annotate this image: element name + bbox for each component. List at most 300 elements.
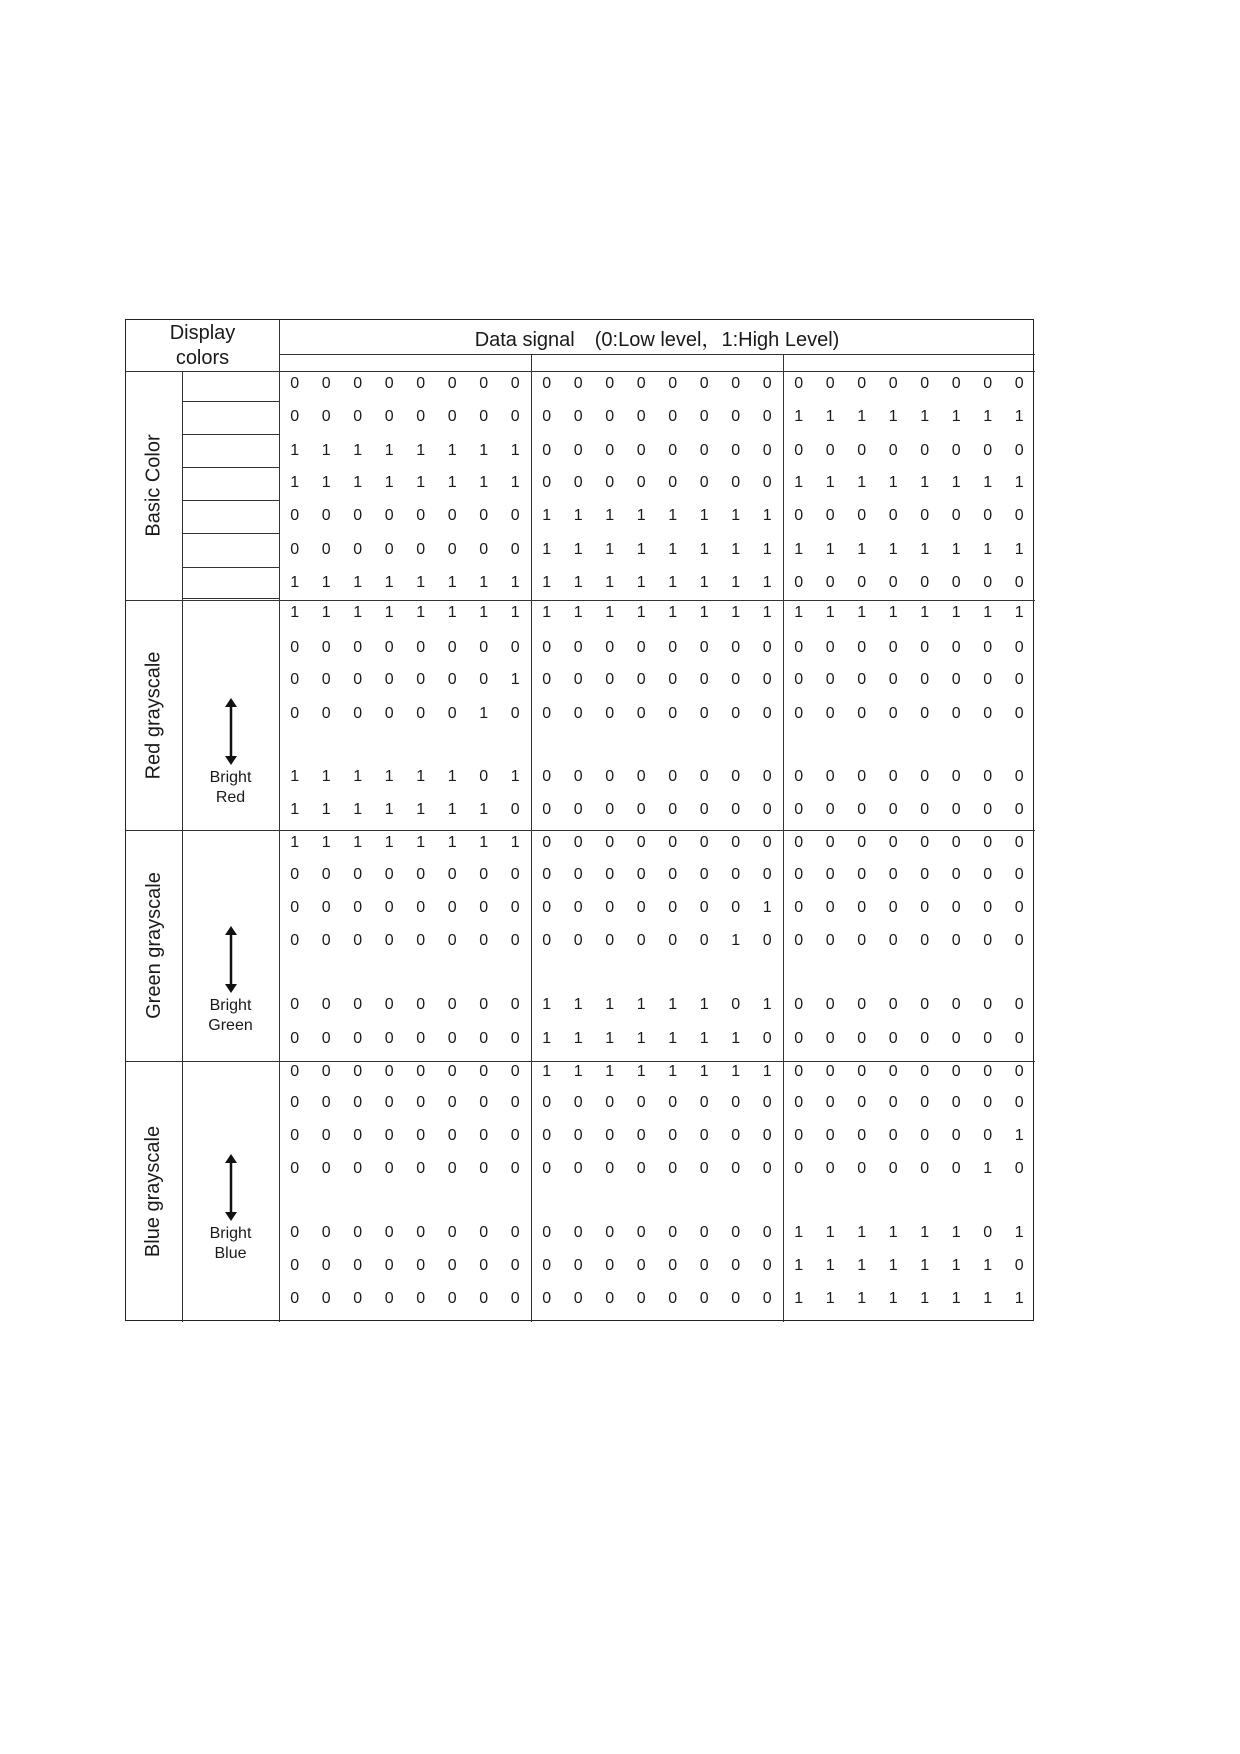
bit-value: 1 [290,768,300,785]
bit-value: 1 [510,768,520,785]
bit-value: 0 [825,574,835,591]
bit-value: 0 [479,768,489,785]
bit-value: 0 [510,1094,520,1111]
group-label: Red grayscale [142,651,165,779]
bit-value: 0 [731,1160,741,1177]
bit-value: 0 [384,375,394,392]
data-signal-header [279,320,1035,354]
bit-value: 1 [416,768,426,785]
bit-value: 0 [605,1127,615,1144]
bit-value: 0 [447,375,457,392]
bit-value: 0 [1014,639,1024,656]
data-signal-title: Data signal (0:Low level，1:High Level) [474,328,840,351]
bit-value: 0 [920,801,930,818]
bit-value: 0 [951,932,961,949]
bit-value: 0 [731,801,741,818]
bit-value: 0 [290,639,300,656]
bit-value: 0 [542,1160,552,1177]
bit-value: 1 [920,408,930,425]
bit-value: 0 [384,639,394,656]
bit-value: 0 [321,1290,331,1307]
bit-value: 1 [353,442,363,459]
bit-column-label [720,354,752,371]
bit-value: 0 [920,1030,930,1047]
bit-value: 0 [794,801,804,818]
bit-column-label [531,354,563,371]
bit-value: 1 [384,574,394,591]
bit-value: 0 [321,507,331,524]
ellipsis [909,1189,941,1213]
group-label-cell [126,371,182,600]
bit-value: 0 [290,1290,300,1307]
bit-value: 1 [605,507,615,524]
bit-value: 0 [447,1160,457,1177]
bit-value: 0 [321,932,331,949]
bit-value: 0 [447,899,457,916]
bit-value: 0 [510,1127,520,1144]
bit-value: 0 [794,834,804,851]
bit-value: 0 [668,639,678,656]
bit-value: 1 [542,1063,552,1080]
bit-value: 1 [825,1224,835,1241]
bright-label-line1: Bright [209,1225,252,1242]
bit-value: 0 [794,1094,804,1111]
bit-value: 0 [290,1030,300,1047]
bit-value: 0 [542,705,552,722]
color-name [182,598,279,600]
bit-value: 0 [416,705,426,722]
group-label: Basic Color [142,434,165,537]
bit-value: 0 [983,1127,993,1144]
bit-value: 0 [636,442,646,459]
bit-value: 0 [762,1030,772,1047]
bit-column-label [374,354,406,371]
bit-value: 0 [794,574,804,591]
bit-value: 1 [983,408,993,425]
bit-value: 1 [951,1224,961,1241]
bit-value: 0 [384,671,394,688]
bit-value: 0 [794,768,804,785]
bit-value: 0 [699,1127,709,1144]
color-name [182,467,279,500]
bit-value: 0 [699,705,709,722]
bit-column-label [815,354,847,371]
group-label-cell [126,830,182,1061]
bright-label [182,995,279,1037]
bit-value: 0 [384,1127,394,1144]
bit-value: 0 [447,1094,457,1111]
bit-value: 0 [447,705,457,722]
bit-value: 0 [605,671,615,688]
bit-value: 0 [479,1063,489,1080]
bit-value: 0 [888,899,898,916]
bit-value: 0 [353,639,363,656]
bit-value: 1 [762,507,772,524]
bit-value: 0 [479,408,489,425]
bright-label [182,1223,279,1265]
bit-value: 0 [290,375,300,392]
bit-column-label [783,354,815,371]
bit-value: 0 [290,1160,300,1177]
bit-value: 0 [825,801,835,818]
bit-value: 0 [353,932,363,949]
bit-value: 0 [668,834,678,851]
bit-value: 1 [542,574,552,591]
bit-value: 1 [447,442,457,459]
bit-value: 0 [699,474,709,491]
bit-value: 0 [542,899,552,916]
bit-value: 1 [479,801,489,818]
bit-value: 0 [416,866,426,883]
bit-value: 0 [321,639,331,656]
bit-value: 0 [321,866,331,883]
bit-value: 0 [951,1063,961,1080]
bit-value: 0 [447,408,457,425]
bit-value: 1 [321,604,331,621]
bit-value: 1 [857,474,867,491]
bit-value: 0 [353,1224,363,1241]
bit-value: 1 [416,604,426,621]
bit-value: 1 [825,1257,835,1274]
bit-value: 0 [510,866,520,883]
bit-value: 0 [888,834,898,851]
bit-value: 1 [479,604,489,621]
bit-value: 0 [573,408,583,425]
bit-value: 0 [384,866,394,883]
bit-value: 1 [605,1063,615,1080]
bit-value: 0 [447,1127,457,1144]
bit-value: 0 [290,1257,300,1274]
bit-value: 0 [510,1290,520,1307]
bit-value: 0 [794,1030,804,1047]
bit-value: 0 [951,1030,961,1047]
bit-value: 0 [731,1290,741,1307]
bit-value: 1 [699,996,709,1013]
bit-value: 0 [290,1224,300,1241]
bit-value: 0 [668,408,678,425]
bit-value: 0 [983,866,993,883]
bit-value: 0 [762,474,772,491]
bit-value: 0 [668,442,678,459]
bit-value: 0 [447,1030,457,1047]
bit-value: 0 [762,932,772,949]
bit-value: 0 [542,801,552,818]
bit-value: 0 [794,442,804,459]
bit-value: 0 [857,1094,867,1111]
bit-value: 0 [479,671,489,688]
bit-value: 0 [668,671,678,688]
bit-value: 0 [951,574,961,591]
bit-value: 0 [983,639,993,656]
bit-value: 1 [794,541,804,558]
bit-value: 0 [951,1127,961,1144]
bit-value: 0 [542,932,552,949]
bit-value: 0 [636,474,646,491]
bright-label-line2: Red [215,789,246,806]
bit-value: 1 [636,507,646,524]
bit-value: 0 [951,375,961,392]
bit-value: 0 [321,1063,331,1080]
bit-value: 0 [636,866,646,883]
bit-value: 1 [888,408,898,425]
bit-value: 0 [888,1160,898,1177]
bit-column-label [594,354,626,371]
bit-value: 0 [668,899,678,916]
bit-value: 0 [416,996,426,1013]
bit-value: 1 [857,1290,867,1307]
bit-value: 0 [825,1160,835,1177]
bit-value: 0 [605,705,615,722]
bit-value: 1 [605,996,615,1013]
bit-value: 0 [321,1030,331,1047]
bit-value: 0 [699,1094,709,1111]
bit-value: 0 [636,1257,646,1274]
bit-value: 0 [857,899,867,916]
bit-value: 0 [542,375,552,392]
bit-value: 0 [1014,1094,1024,1111]
bit-value: 0 [920,507,930,524]
bit-value: 0 [416,899,426,916]
bit-value: 1 [416,801,426,818]
bit-value: 0 [920,1160,930,1177]
bright-label [182,767,279,809]
bit-value: 1 [1014,1290,1024,1307]
bit-value: 1 [542,507,552,524]
bit-value: 0 [384,1094,394,1111]
bit-value: 0 [1014,705,1024,722]
bit-value: 0 [573,834,583,851]
bit-value: 0 [920,639,930,656]
bit-value: 0 [510,408,520,425]
black-label [182,863,279,887]
bit-value: 1 [825,541,835,558]
bit-value: 1 [699,1030,709,1047]
bit-value: 0 [384,1257,394,1274]
bit-value: 0 [416,541,426,558]
bit-value: 0 [857,1030,867,1047]
bit-value: 1 [825,604,835,621]
bit-value: 1 [479,705,489,722]
bit-value: 0 [857,1127,867,1144]
bit-value: 0 [888,866,898,883]
bit-value: 0 [636,639,646,656]
color-name [182,567,279,599]
bit-value: 0 [857,1063,867,1080]
bit-value: 0 [1014,375,1024,392]
bit-value: 0 [636,408,646,425]
bit-value: 1 [321,834,331,851]
bit-value: 0 [731,768,741,785]
bit-value: 1 [353,604,363,621]
bit-column-label [279,354,311,371]
bit-value: 1 [573,604,583,621]
bit-value: 0 [825,1127,835,1144]
bit-value: 0 [983,1030,993,1047]
bit-value: 0 [384,996,394,1013]
bit-value: 0 [983,1063,993,1080]
bit-value: 0 [920,705,930,722]
ellipsis [909,734,941,758]
up-down-arrow-icon [221,1154,241,1221]
bit-value: 0 [794,705,804,722]
bit-value: 0 [731,899,741,916]
bit-value: 0 [479,1094,489,1111]
bit-value: 1 [1014,1224,1024,1241]
bit-value: 0 [542,408,552,425]
bit-value: 1 [920,1224,930,1241]
bit-value: 1 [384,604,394,621]
display-colors-header [126,320,279,371]
display-header-line2: colors [175,346,230,369]
bit-value: 0 [416,671,426,688]
bit-value: 0 [762,442,772,459]
bit-value: 0 [951,1094,961,1111]
bit-value: 0 [542,768,552,785]
bit-value: 0 [290,671,300,688]
bit-value: 1 [668,604,678,621]
bit-value: 0 [1014,899,1024,916]
bit-value: 0 [416,1063,426,1080]
bit-value: 0 [479,541,489,558]
bit-value: 0 [699,1224,709,1241]
bit-value: 0 [1014,932,1024,949]
bit-value: 0 [762,1290,772,1307]
bit-value: 1 [983,604,993,621]
bit-value: 0 [353,1257,363,1274]
bit-value: 0 [416,1160,426,1177]
bit-value: 0 [1014,574,1024,591]
bit-value: 1 [668,507,678,524]
bit-value: 0 [699,899,709,916]
bit-value: 0 [290,899,300,916]
bit-value: 0 [983,705,993,722]
color-name [182,533,279,567]
bit-value: 0 [825,866,835,883]
bit-value: 0 [762,1257,772,1274]
bit-value: 0 [888,375,898,392]
bit-value: 0 [353,996,363,1013]
bit-column-label [437,354,469,371]
bit-value: 0 [573,768,583,785]
bit-value: 0 [605,1094,615,1111]
bit-value: 1 [983,1160,993,1177]
bit-value: 0 [290,1094,300,1111]
bit-value: 0 [825,768,835,785]
bit-value: 0 [951,442,961,459]
bit-value: 0 [857,574,867,591]
bit-value: 1 [794,1290,804,1307]
bit-value: 0 [951,507,961,524]
bit-value: 0 [510,1224,520,1241]
bit-value: 0 [573,639,583,656]
bit-value: 0 [573,375,583,392]
bit-value: 0 [857,442,867,459]
bit-value: 0 [699,1257,709,1274]
bit-value: 0 [857,834,867,851]
bit-value: 0 [447,1257,457,1274]
bit-value: 0 [920,375,930,392]
bit-value: 1 [825,1290,835,1307]
bit-value: 0 [353,866,363,883]
bit-value: 1 [510,604,520,621]
bit-value: 0 [573,1224,583,1241]
bit-value: 1 [888,474,898,491]
bit-value: 0 [573,442,583,459]
bit-value: 0 [636,705,646,722]
ellipsis [657,734,689,758]
bit-value: 1 [731,1030,741,1047]
bit-value: 0 [447,1224,457,1241]
bit-value: 1 [384,801,394,818]
bit-value: 1 [699,1063,709,1080]
bit-value: 0 [479,639,489,656]
bit-value: 1 [794,408,804,425]
bit-value: 1 [573,507,583,524]
bit-value: 1 [353,801,363,818]
bit-value: 0 [825,671,835,688]
bit-value: 1 [762,604,772,621]
bit-value: 0 [605,1257,615,1274]
bit-value: 1 [951,604,961,621]
bit-value: 1 [573,1063,583,1080]
bit-value: 0 [542,866,552,883]
bit-value: 0 [479,996,489,1013]
bit-value: 0 [384,705,394,722]
bit-value: 1 [479,574,489,591]
bit-value: 1 [825,474,835,491]
bit-value: 0 [731,1094,741,1111]
bit-value: 0 [510,996,520,1013]
bit-value: 0 [416,1094,426,1111]
bit-value: 1 [951,474,961,491]
bit-value: 0 [920,442,930,459]
bit-value: 0 [920,1063,930,1080]
bit-value: 0 [353,705,363,722]
bit-value: 0 [825,507,835,524]
bit-value: 0 [731,639,741,656]
bit-value: 0 [479,1257,489,1274]
bit-value: 0 [353,541,363,558]
bit-value: 1 [888,1290,898,1307]
bit-value: 0 [1014,1030,1024,1047]
bit-value: 1 [731,1063,741,1080]
bit-value: 0 [731,1224,741,1241]
bit-value: 1 [951,408,961,425]
bit-value: 0 [731,866,741,883]
bit-value: 1 [510,474,520,491]
bit-value: 1 [636,574,646,591]
bit-value: 1 [920,604,930,621]
bit-value: 0 [636,1290,646,1307]
bit-value: 0 [510,375,520,392]
bit-value: 0 [699,834,709,851]
bit-value: 0 [951,996,961,1013]
bit-value: 1 [384,768,394,785]
bit-value: 1 [920,1257,930,1274]
bit-value: 1 [825,408,835,425]
bit-value: 1 [668,541,678,558]
bit-value: 0 [573,899,583,916]
bit-value: 1 [731,541,741,558]
bit-value: 0 [951,768,961,785]
bit-value: 0 [321,671,331,688]
bit-value: 0 [542,442,552,459]
bit-value: 1 [762,1063,772,1080]
bit-value: 0 [951,801,961,818]
bit-value: 1 [636,996,646,1013]
bit-value: 0 [510,541,520,558]
bit-value: 1 [447,474,457,491]
